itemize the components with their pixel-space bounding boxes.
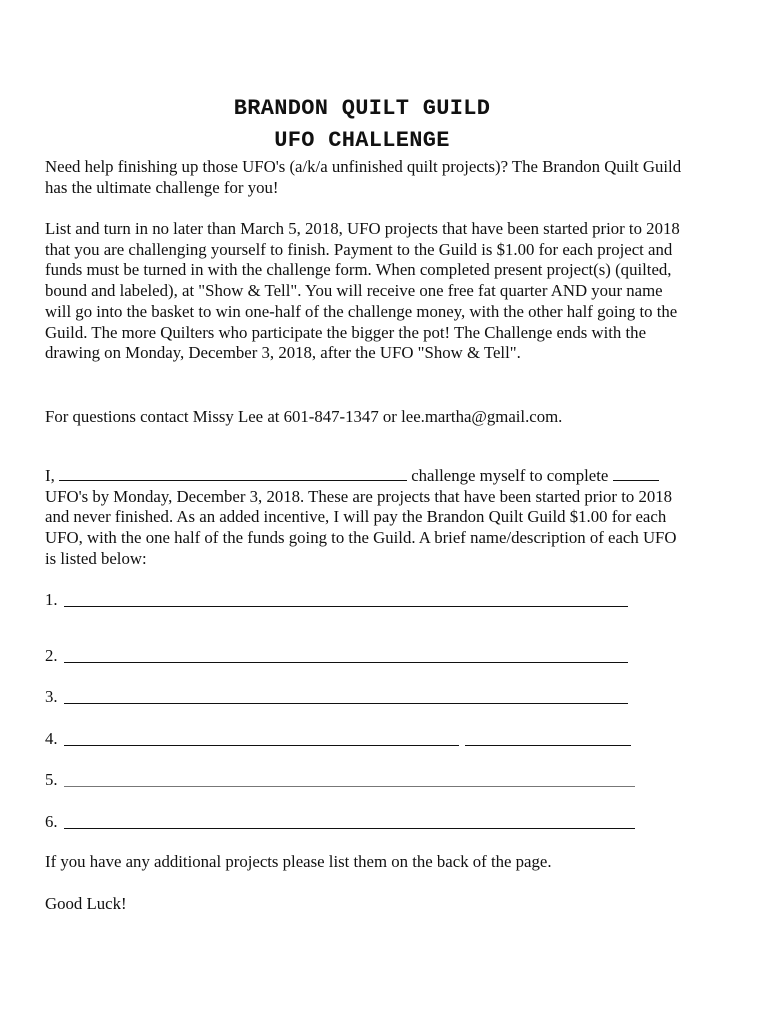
item-number: 6. (45, 812, 58, 831)
pledge-rest: UFO's by Monday, December 3, 2018. These are projects that have been started prior to 2018 and never finished. As an added incentive, I will pay the Brandon Quilt Guild $1.00 for each UFO, with the one half of the funds going to the Guild. A brief name/description of each UFO is listed below: (45, 486, 677, 568)
item-number: 5. (45, 770, 58, 789)
closing-text: Good Luck! (45, 894, 127, 913)
ufo-description-field-2[interactable] (64, 662, 628, 663)
item-number: 1. (45, 590, 58, 609)
ufo-item-6 (45, 812, 63, 832)
pledge-paragraph (45, 465, 685, 570)
ufo-description-field-1[interactable] (64, 606, 628, 607)
ufo-description-field-5[interactable] (64, 786, 635, 787)
challenge-title: UFO CHALLENGE (274, 128, 450, 153)
item-number: 3. (45, 687, 58, 706)
ufo-item-4 (45, 729, 63, 749)
rules-paragraph: List and turn in no later than March 5, 2018, UFO projects that have been started prior to 2018 that you are challenging yourself to finish. Payment to the Guild is $1.00 for each project and funds must be turned in with the challenge form. When completed present project(s) (quilted, bound and labeled), at "Show & Tell". You will receive one free fat quarter AND your name will go into the basket to win one-half of the challenge money, with the other half going to the Guild. The more Quilters who participate the bigger the pot! The Challenge ends with the drawing on Monday, December 3, 2018, after the UFO "Show & Tell". (45, 219, 680, 363)
pledge-middle: challenge myself to complete (407, 466, 613, 485)
intro-paragraph: Need help finishing up those UFO's (a/k/a unfinished quilt projects)? The Brandon Quilt Guild has the ultimate challenge for you! (45, 157, 682, 197)
additional-projects-note: If you have any additional projects please list them on the back of the page. (45, 852, 552, 871)
guild-title: BRANDON QUILT GUILD (233, 96, 491, 121)
ufo-item-3 (45, 687, 63, 707)
contact-paragraph: For questions contact Missy Lee at 601-847-1347 or lee.martha@gmail.com. (45, 407, 563, 426)
pledge-prefix: I, (45, 466, 55, 485)
ufo-description-field-4a[interactable] (64, 745, 459, 746)
ufo-item-5 (45, 770, 63, 790)
participant-name-field[interactable] (59, 465, 407, 481)
ufo-description-field-3[interactable] (64, 703, 628, 704)
ufo-item-1 (45, 590, 63, 610)
ufo-description-field-6[interactable] (64, 828, 635, 829)
item-number: 4. (45, 729, 58, 748)
ufo-item-2 (45, 646, 63, 666)
ufo-count-field[interactable] (613, 465, 659, 481)
ufo-description-field-4b[interactable] (465, 745, 631, 746)
item-number: 2. (45, 646, 58, 665)
